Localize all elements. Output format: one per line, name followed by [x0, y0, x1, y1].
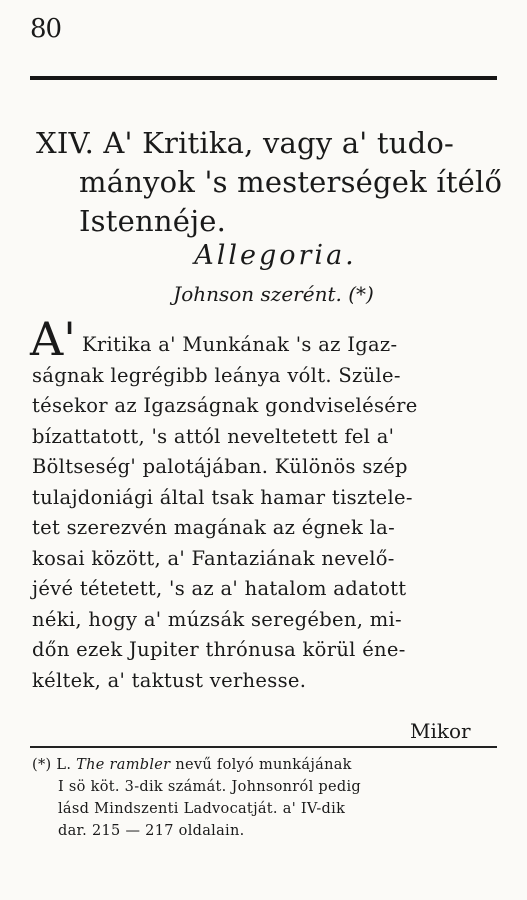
footnote-line: dar. 215 — 217 oldalain.: [58, 823, 245, 839]
header-rule: [30, 76, 497, 80]
body-line: kosai között, a' Fantaziának nevelő-: [32, 546, 395, 570]
attribution: Johnson szerént. (*): [173, 282, 374, 306]
body-line: bízattatott, 's attól neveltetett fel a': [32, 424, 395, 448]
body-text: [32, 330, 494, 696]
footnote-line: nevű folyó munkájának: [175, 757, 352, 773]
body-line: kéltek, a' taktust verhesse.: [32, 668, 307, 692]
body-line: tésekor az Igazságnak gondviselésére: [32, 394, 418, 417]
footnote-mark: (*): [32, 757, 52, 773]
body-line: jévé tétetett, 's az a' hatalom adatott: [32, 577, 407, 600]
drop-cap: A': [30, 312, 76, 366]
footnote: [32, 754, 498, 842]
chapter-heading: [36, 124, 506, 241]
catchword: Mikor: [410, 719, 471, 743]
chapter-heading-line: XIV. A' Kritika, vagy a' tudo-: [36, 126, 455, 160]
body-line: dőn ezek Jupiter thrónusa körül éne-: [32, 638, 406, 661]
page-number: 80: [30, 14, 62, 44]
body-line: Kritika a' Munkának 's az Igaz-: [82, 333, 398, 356]
chapter-heading-line: mányok 's mesterségek ítélő: [79, 165, 503, 199]
body-line: tet szerezvén magának az égnek la-: [32, 516, 395, 539]
footnote-line: I sö köt. 3-dik számát. Johnsonról pedig: [58, 779, 361, 795]
footnote-line: lásd Mindszenti Ladvocatját. a' IV-dik: [58, 801, 346, 817]
body-line: ságnak legrégibb leánya vólt. Szüle-: [32, 363, 401, 387]
subtitle: Allegoria.: [194, 240, 357, 271]
footnote-abbr: L.: [56, 757, 72, 773]
body-line: néki, hogy a' múzsák seregében, mi-: [32, 607, 402, 631]
footnote-journal: The rambler: [76, 757, 171, 773]
body-line: tulajdoniági által tsak hamar tisztele-: [32, 485, 413, 509]
body-line: Böltseség' palotájában. Különös szép: [32, 455, 408, 478]
footnote-rule: [30, 746, 497, 748]
chapter-heading-line: Istennéje.: [79, 204, 227, 238]
